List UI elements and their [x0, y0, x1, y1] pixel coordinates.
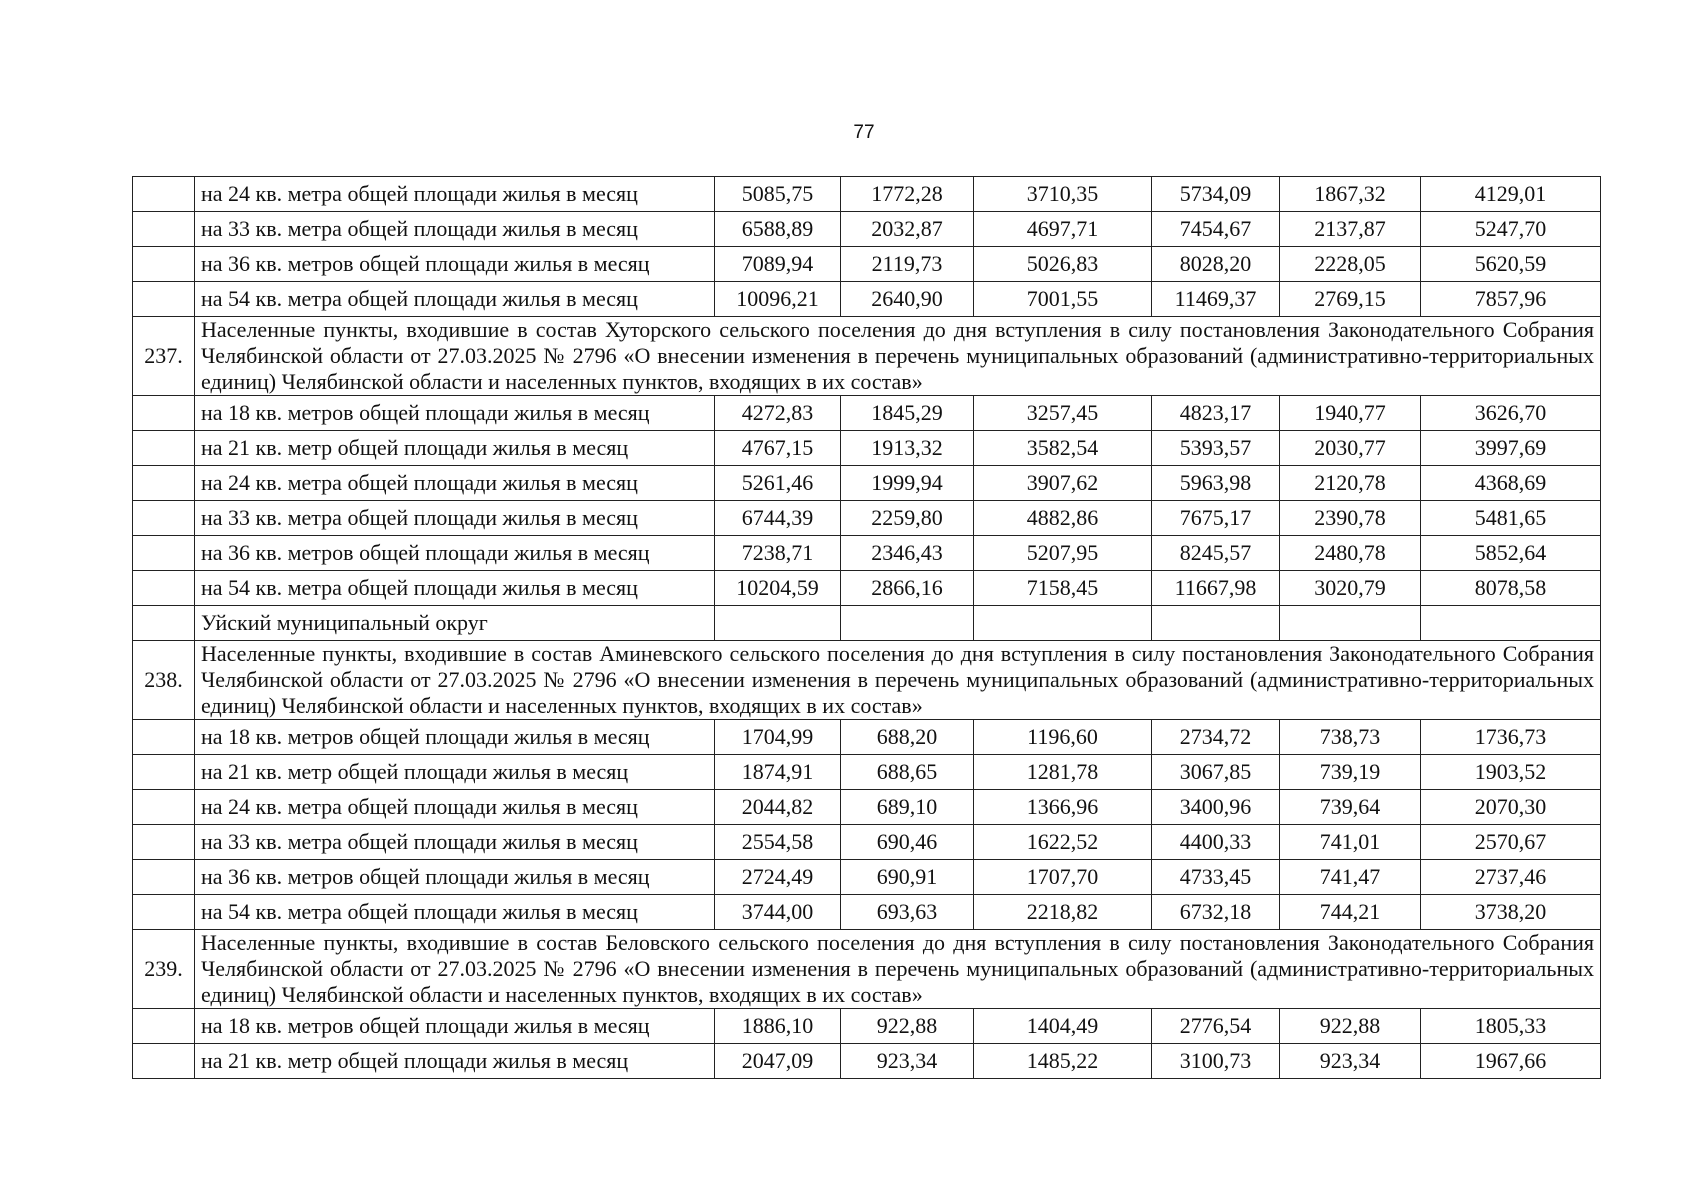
value-cell: 4272,83 [715, 396, 841, 431]
value-cell [1280, 606, 1421, 641]
value-cell: 3257,45 [974, 396, 1152, 431]
table-row [133, 606, 1601, 641]
table-row [133, 720, 1601, 755]
value-cell [715, 606, 841, 641]
row-label: на 36 кв. метров общей площади жилья в месяц [195, 860, 715, 895]
value-cell: 3020,79 [1280, 571, 1421, 606]
value-cell: 4823,17 [1152, 396, 1280, 431]
value-cell: 3997,69 [1421, 431, 1601, 466]
value-cell: 5393,57 [1152, 431, 1280, 466]
value-cell: 8078,58 [1421, 571, 1601, 606]
value-cell: 1704,99 [715, 720, 841, 755]
value-cell: 3738,20 [1421, 895, 1601, 930]
value-cell: 4733,45 [1152, 860, 1280, 895]
value-cell: 1967,66 [1421, 1044, 1601, 1079]
row-number [133, 177, 195, 212]
value-cell: 689,10 [841, 790, 974, 825]
table-row [133, 212, 1601, 247]
value-cell: 6588,89 [715, 212, 841, 247]
value-cell: 2769,15 [1280, 282, 1421, 317]
value-cell: 741,47 [1280, 860, 1421, 895]
row-label: на 54 кв. метра общей площади жилья в месяц [195, 895, 715, 930]
value-cell: 4882,86 [974, 501, 1152, 536]
value-cell: 693,63 [841, 895, 974, 930]
value-cell: 5026,83 [974, 247, 1152, 282]
table-row [133, 1009, 1601, 1044]
value-cell: 4767,15 [715, 431, 841, 466]
value-cell: 1485,22 [974, 1044, 1152, 1079]
value-cell: 741,01 [1280, 825, 1421, 860]
row-label: на 24 кв. метра общей площади жилья в месяц [195, 790, 715, 825]
value-cell: 688,20 [841, 720, 974, 755]
row-number [133, 860, 195, 895]
value-cell: 5085,75 [715, 177, 841, 212]
value-cell: 5963,98 [1152, 466, 1280, 501]
row-number [133, 466, 195, 501]
value-cell: 1874,91 [715, 755, 841, 790]
row-label: на 33 кв. метра общей площади жилья в месяц [195, 825, 715, 860]
value-cell: 7238,71 [715, 536, 841, 571]
value-cell [1421, 606, 1601, 641]
row-number [133, 396, 195, 431]
value-cell: 2554,58 [715, 825, 841, 860]
row-number [133, 1044, 195, 1079]
value-cell: 5481,65 [1421, 501, 1601, 536]
value-cell: 1281,78 [974, 755, 1152, 790]
value-cell: 1999,94 [841, 466, 974, 501]
value-cell: 923,34 [1280, 1044, 1421, 1079]
value-cell: 2030,77 [1280, 431, 1421, 466]
value-cell: 1707,70 [974, 860, 1152, 895]
value-cell: 4368,69 [1421, 466, 1601, 501]
value-cell: 2032,87 [841, 212, 974, 247]
value-cell: 1886,10 [715, 1009, 841, 1044]
value-cell: 8245,57 [1152, 536, 1280, 571]
value-cell: 11469,37 [1152, 282, 1280, 317]
section-description: Населенные пункты, входившие в состав Беловского сельского поселения до дня вступления в силу постановления Законодательного Собрания Челябинской области от 27.03.2025 № 2796 «О внесении изменения в перечень муниципальных образований (административно-территориальных единиц) Челябинской области и населенных пунктов, входящих в их состав» [195, 930, 1601, 1009]
value-cell: 2346,43 [841, 536, 974, 571]
table-row [133, 860, 1601, 895]
value-cell: 2737,46 [1421, 860, 1601, 895]
value-cell [1152, 606, 1280, 641]
section-header-row [133, 930, 1601, 1009]
table-row [133, 895, 1601, 930]
value-cell: 3744,00 [715, 895, 841, 930]
value-cell: 6732,18 [1152, 895, 1280, 930]
row-number [133, 790, 195, 825]
value-cell: 738,73 [1280, 720, 1421, 755]
value-cell: 7675,17 [1152, 501, 1280, 536]
value-cell: 2218,82 [974, 895, 1152, 930]
row-number [133, 720, 195, 755]
table-row [133, 755, 1601, 790]
section-description: Населенные пункты, входившие в состав Аминевского сельского поселения до дня вступления в силу постановления Законодательного Собрания Челябинской области от 27.03.2025 № 2796 «О внесении изменения в перечень муниципальных образований (административно-территориальных единиц) Челябинской области и населенных пунктов, входящих в их состав» [195, 641, 1601, 720]
value-cell: 739,19 [1280, 755, 1421, 790]
value-cell: 3710,35 [974, 177, 1152, 212]
value-cell: 7158,45 [974, 571, 1152, 606]
value-cell: 2734,72 [1152, 720, 1280, 755]
value-cell: 2120,78 [1280, 466, 1421, 501]
row-label: на 36 кв. метров общей площади жилья в месяц [195, 536, 715, 571]
value-cell: 2259,80 [841, 501, 974, 536]
value-cell: 1772,28 [841, 177, 974, 212]
row-number [133, 536, 195, 571]
row-label: на 33 кв. метра общей площади жилья в месяц [195, 501, 715, 536]
value-cell: 2137,87 [1280, 212, 1421, 247]
row-number [133, 247, 195, 282]
value-cell: 1913,32 [841, 431, 974, 466]
value-cell: 688,65 [841, 755, 974, 790]
value-cell: 5261,46 [715, 466, 841, 501]
table-row [133, 396, 1601, 431]
value-cell: 3907,62 [974, 466, 1152, 501]
value-cell: 3582,54 [974, 431, 1152, 466]
value-cell: 922,88 [841, 1009, 974, 1044]
value-cell [841, 606, 974, 641]
value-cell: 7001,55 [974, 282, 1152, 317]
table-row [133, 1044, 1601, 1079]
value-cell: 2776,54 [1152, 1009, 1280, 1044]
table-row [133, 501, 1601, 536]
value-cell: 5207,95 [974, 536, 1152, 571]
row-label: на 54 кв. метра общей площади жилья в месяц [195, 282, 715, 317]
row-label: на 18 кв. метров общей площади жилья в месяц [195, 1009, 715, 1044]
row-label: на 21 кв. метр общей площади жилья в месяц [195, 431, 715, 466]
row-number [133, 282, 195, 317]
row-label: на 24 кв. метра общей площади жилья в месяц [195, 177, 715, 212]
row-label: на 21 кв. метр общей площади жилья в месяц [195, 755, 715, 790]
value-cell: 1940,77 [1280, 396, 1421, 431]
row-label: на 36 кв. метров общей площади жилья в месяц [195, 247, 715, 282]
row-number [133, 212, 195, 247]
value-cell: 1366,96 [974, 790, 1152, 825]
value-cell: 7857,96 [1421, 282, 1601, 317]
value-cell: 2866,16 [841, 571, 974, 606]
value-cell: 2640,90 [841, 282, 974, 317]
row-number: 237. [133, 317, 195, 396]
value-cell: 5620,59 [1421, 247, 1601, 282]
table-row [133, 247, 1601, 282]
value-cell: 3626,70 [1421, 396, 1601, 431]
section-description: Населенные пункты, входившие в состав Хуторского сельского поселения до дня вступления в силу постановления Законодательного Собрания Челябинской области от 27.03.2025 № 2796 «О внесении изменения в перечень муниципальных образований (административно-территориальных единиц) Челябинской области и населенных пунктов, входящих в их состав» [195, 317, 1601, 396]
table-row [133, 536, 1601, 571]
section-header-row [133, 317, 1601, 396]
value-cell: 1404,49 [974, 1009, 1152, 1044]
value-cell: 744,21 [1280, 895, 1421, 930]
value-cell: 1903,52 [1421, 755, 1601, 790]
row-label: на 24 кв. метра общей площади жилья в месяц [195, 466, 715, 501]
value-cell: 6744,39 [715, 501, 841, 536]
row-number [133, 431, 195, 466]
value-cell: 2228,05 [1280, 247, 1421, 282]
page-number: 77 [853, 122, 875, 143]
table-row [133, 825, 1601, 860]
value-cell: 690,46 [841, 825, 974, 860]
value-cell: 4697,71 [974, 212, 1152, 247]
value-cell: 2047,09 [715, 1044, 841, 1079]
value-cell: 922,88 [1280, 1009, 1421, 1044]
table-row [133, 431, 1601, 466]
row-label: на 21 кв. метр общей площади жилья в месяц [195, 1044, 715, 1079]
value-cell: 10096,21 [715, 282, 841, 317]
value-cell: 1196,60 [974, 720, 1152, 755]
value-cell: 2570,67 [1421, 825, 1601, 860]
row-number [133, 825, 195, 860]
value-cell: 2119,73 [841, 247, 974, 282]
value-cell: 1805,33 [1421, 1009, 1601, 1044]
table-row [133, 466, 1601, 501]
table-body [133, 177, 1601, 1079]
value-cell: 3100,73 [1152, 1044, 1280, 1079]
value-cell: 10204,59 [715, 571, 841, 606]
value-cell: 2044,82 [715, 790, 841, 825]
row-label: Уйский муниципальный округ [195, 606, 715, 641]
value-cell: 1622,52 [974, 825, 1152, 860]
value-cell: 2480,78 [1280, 536, 1421, 571]
value-cell: 923,34 [841, 1044, 974, 1079]
row-number [133, 571, 195, 606]
table-row [133, 571, 1601, 606]
row-number [133, 895, 195, 930]
value-cell: 8028,20 [1152, 247, 1280, 282]
value-cell: 7089,94 [715, 247, 841, 282]
value-cell: 690,91 [841, 860, 974, 895]
row-number [133, 755, 195, 790]
tariff-table [132, 176, 1601, 1079]
value-cell: 3400,96 [1152, 790, 1280, 825]
value-cell: 4129,01 [1421, 177, 1601, 212]
value-cell: 5247,70 [1421, 212, 1601, 247]
row-number: 238. [133, 641, 195, 720]
value-cell: 1845,29 [841, 396, 974, 431]
row-number [133, 1009, 195, 1044]
value-cell: 2390,78 [1280, 501, 1421, 536]
value-cell: 3067,85 [1152, 755, 1280, 790]
value-cell: 1736,73 [1421, 720, 1601, 755]
value-cell: 4400,33 [1152, 825, 1280, 860]
row-label: на 54 кв. метра общей площади жилья в месяц [195, 571, 715, 606]
value-cell: 7454,67 [1152, 212, 1280, 247]
table-row [133, 177, 1601, 212]
value-cell: 11667,98 [1152, 571, 1280, 606]
value-cell: 5852,64 [1421, 536, 1601, 571]
value-cell: 2070,30 [1421, 790, 1601, 825]
table-row [133, 790, 1601, 825]
row-label: на 18 кв. метров общей площади жилья в месяц [195, 720, 715, 755]
value-cell: 1867,32 [1280, 177, 1421, 212]
section-header-row [133, 641, 1601, 720]
row-number [133, 606, 195, 641]
row-label: на 33 кв. метра общей площади жилья в месяц [195, 212, 715, 247]
value-cell: 739,64 [1280, 790, 1421, 825]
value-cell [974, 606, 1152, 641]
value-cell: 2724,49 [715, 860, 841, 895]
row-number: 239. [133, 930, 195, 1009]
row-number [133, 501, 195, 536]
row-label: на 18 кв. метров общей площади жилья в месяц [195, 396, 715, 431]
value-cell: 5734,09 [1152, 177, 1280, 212]
table-row [133, 282, 1601, 317]
